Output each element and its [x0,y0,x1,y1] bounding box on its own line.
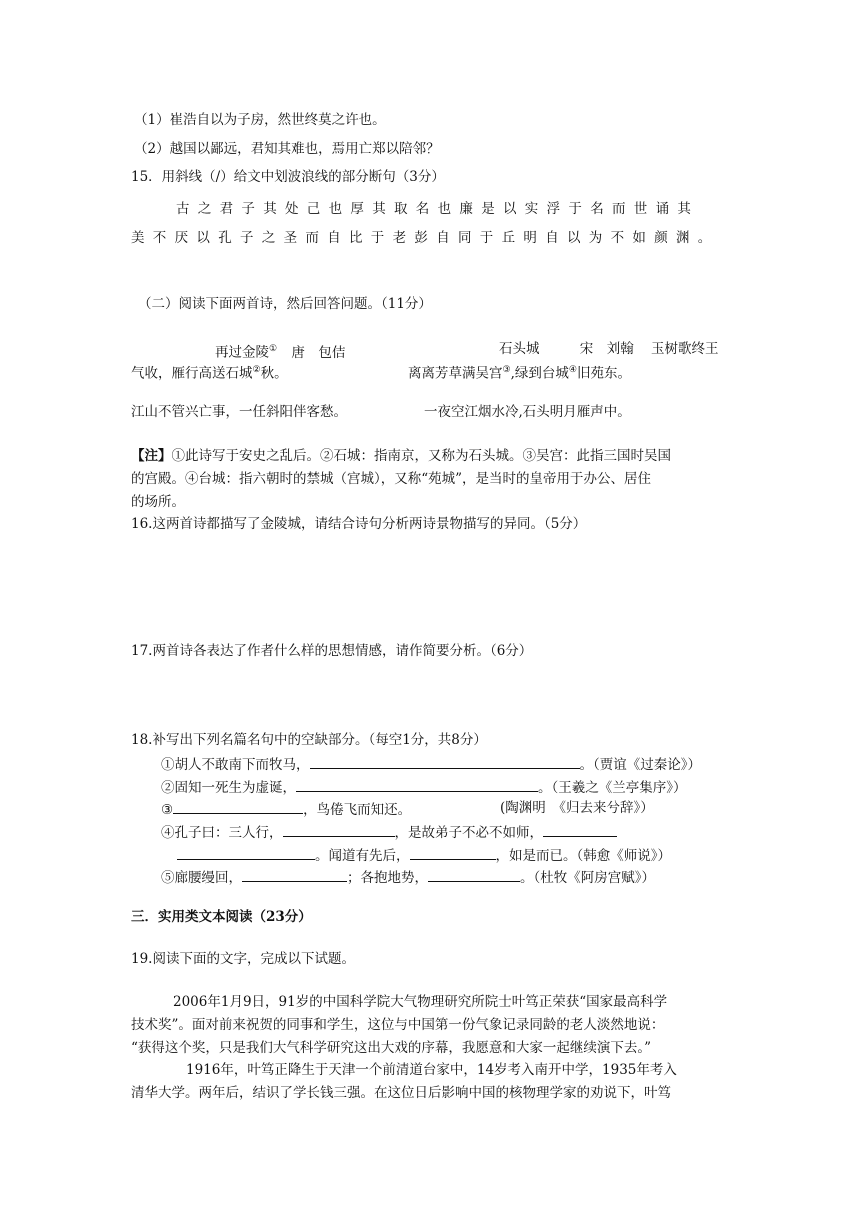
poem1-line-2-sup: ② [252,365,261,375]
q14-item-2: （2）越国以鄙远，君知其难也，焉用亡郑以陪邻？ [134,141,440,157]
q15-passage-line-2: 美不厌以孔子之圣而自比于老彭自同于丘明自以为不如颜渊。 [131,230,720,246]
q15-prompt: 15．用斜线（/）给文中划波浪线的部分断句（3分） [131,169,445,185]
q18-item-4-text: ④孔子曰：三人行， [161,825,283,841]
q17-prompt: 17.两首诗各表达了作者什么样的思想情感，请作简要分析。（6分） [131,643,533,659]
poem1-author: 唐 包佶 [291,344,346,361]
note-line-1 [131,447,671,465]
q18-item-3-text: ③ [161,802,174,818]
q19-prompt: 19.阅读下面的文字，完成以下试题。 [131,951,355,967]
poem2-title-text: 石头城 [499,341,540,357]
q16-prompt: 16.这两首诗都描写了金陵城，请结合诗句分析两诗景物描写的异同。（5分） [131,516,587,532]
poem1-line-1-end: 玉树歌终王 [651,341,719,357]
poem1-title [215,340,345,362]
note-label: 【注】 [131,448,172,464]
poem1-title-sup: ① [269,344,278,354]
q18-blank-8[interactable] [242,867,347,882]
poem2-line-1a: 离离芳草满吴宫 [408,365,503,382]
q18-item-5-mid: ；各抱地势， [347,870,428,886]
article-p1-line-3: “获得这个奖，只是我们大气科学研究这出大戏的序幕，我愿意和大家一起继续演下去。” [131,1040,652,1056]
article-p1-line-2: 技术奖”。面对前来祝贺的同事和学生，这位与中国第一份气象记录同龄的老人淡然地说： [131,1017,665,1033]
q18-item-4 [161,822,617,842]
poem2-line-2: 一夜空江烟水冷,石头明月雁声中。 [424,404,631,420]
q18-blank-4[interactable] [283,822,395,837]
q18-item-1-text: ①胡人不敢南下而牧马， [161,757,310,773]
q18-item-3 [161,799,411,819]
q18-blank-5[interactable] [543,822,617,837]
q18-item-1 [161,754,701,774]
poem2-line-1b-sup: ④ [568,365,577,375]
q18-item-1-end: 。（贾谊《过秦论》） [579,757,701,773]
q18-blank-6[interactable] [177,845,315,860]
note-line-1-text: ①此诗写于安史之乱后。②石城：指南京，又称为石头城。③吴宫：此指三国时吴国 [171,448,671,464]
q18-blank-9[interactable] [428,867,520,882]
q18-prompt: 18.补写出下列名篇名句中的空缺部分。（每空1分，共8分） [131,732,487,748]
q18-blank-2[interactable] [296,777,538,792]
q18-item-5-text: ⑤廊腰缦回， [161,870,242,886]
q18-item-2-end: 。（王羲之《兰亭集序》） [538,780,687,796]
q18-blank-1[interactable] [310,754,580,769]
q18-item-4b [177,845,671,865]
note-line-3: 的场所。 [131,494,185,510]
q15-passage-line-1: 古之君子其处己也厚其取名也廉是以实浮于名而世诵其 [176,201,700,217]
poem2-title [499,340,634,358]
q18-item-3-mid: ，鸟倦飞而知还。 [303,802,412,818]
note-line-2: 的宫殿。④台城：指六朝时的禁城（宫城），又称“苑城”，是当时的皇帝用于办公、居住 [131,471,652,487]
article-p2-line-2: 清华大学。两年后，结识了学长钱三强。在这位日后影响中国的核物理学家的劝说下，叶笃 [131,1085,671,1101]
poem2-line-1b: ,绿到台城 [510,365,569,382]
poem1-line-2-end: 秋。 [260,365,288,382]
section2-heading: （二）阅读下面两首诗，然后回答问题。（11分） [138,296,432,312]
q18-item-5-end: 。（杜牧《阿房宫赋》） [520,870,655,886]
q18-item-5 [161,867,655,887]
q18-item-4b-mid: 。闻道有先后， [315,848,410,864]
poem2-line-1c: 旧苑东。 [576,365,631,382]
article-p2-line-1: 1916年，叶笃正降生于天津一个前清道台家中，14岁考入南开中学，1935年考入 [186,1062,677,1078]
poem2-line-1 [408,361,631,383]
poem1-line-3: 江山不管兴亡事，一任斜阳伴客愁。 [131,404,347,420]
section3-heading: 三．实用类文本阅读（23分） [131,909,312,925]
q18-blank-3[interactable] [173,799,303,814]
q18-item-3-source: (陶渊明 《归去来兮辞》） [500,800,654,816]
poem1-title-text: 再过金陵 [215,344,269,361]
q18-item-4b-end: ，如是而已。（韩愈《师说》） [495,848,671,864]
poem1-line-2-text: 气收，雁行高送石城 [131,365,253,382]
poem1-line-2 [131,361,288,383]
article-p1-line-1: 2006年1月9日，91岁的中国科学院大气物理研究所院士叶笃正荣获“国家最高科学 [173,994,668,1010]
q14-item-1: （1）崔浩自以为子房，然世终莫之许也。 [134,112,386,128]
q18-item-2-text: ②固知一死生为虚诞， [161,780,296,796]
poem2-author: 宋 刘翰 [579,341,634,357]
q18-item-4-mid: ，是故弟子不必不如师， [394,825,543,841]
q18-blank-7[interactable] [410,845,496,860]
q18-item-2 [161,777,687,797]
poem2-line-1a-sup: ③ [502,365,511,375]
